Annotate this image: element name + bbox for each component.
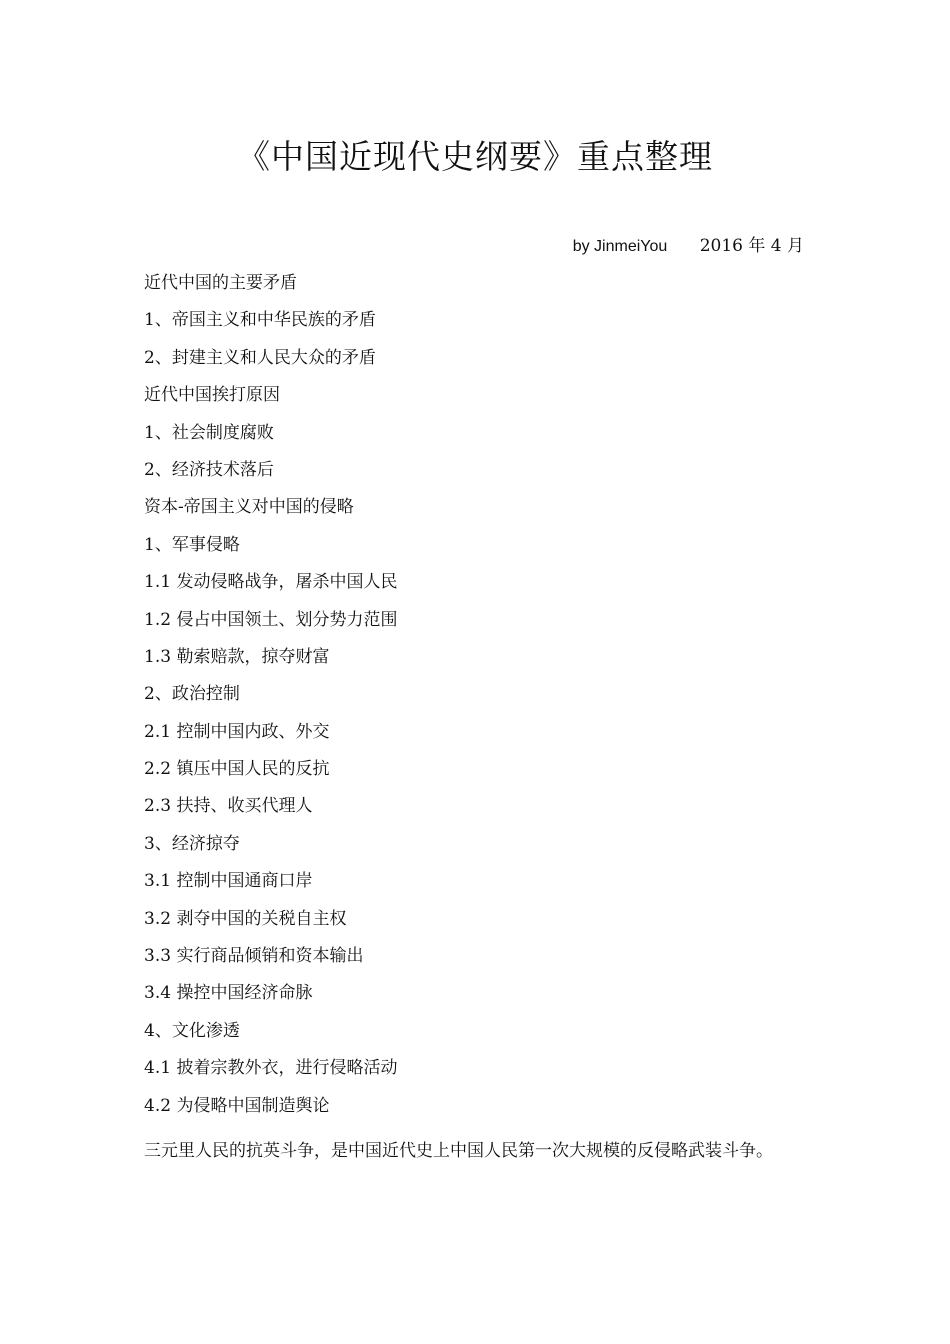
body-line: 3、经济掠夺 — [144, 833, 240, 854]
body-line: 2、封建主义和人民大众的矛盾 — [144, 347, 376, 368]
body-line: 3.4 操控中国经济命脉 — [144, 983, 313, 1004]
byline-author: by JinmeiYou — [572, 238, 668, 255]
body-paragraph: 三元里人民的抗英斗争，是中国近代史上中国人民第一次大规模的反侵略武装斗争。 — [144, 1140, 773, 1161]
body-line: 2.3 扶持、收买代理人 — [144, 796, 313, 817]
document-body — [144, 270, 808, 1168]
body-line: 4.2 为侵略中国制造舆论 — [144, 1095, 330, 1116]
body-line: 3.1 控制中国通商口岸 — [144, 871, 313, 892]
body-line: 4.1 披着宗教外衣，进行侵略活动 — [144, 1058, 398, 1079]
body-line: 1、社会制度腐败 — [144, 422, 274, 443]
body-line: 2.1 控制中国内政、外交 — [144, 721, 330, 742]
body-line: 4、文化渗透 — [144, 1020, 240, 1041]
body-line: 1.3 勒索赔款，掠夺财富 — [144, 646, 330, 667]
body-line: 2、政治控制 — [144, 684, 240, 705]
body-line: 1、帝国主义和中华民族的矛盾 — [144, 310, 376, 331]
body-line: 1.2 侵占中国领土、划分势力范围 — [144, 609, 398, 630]
body-line: 3.2 剥夺中国的关税自主权 — [144, 908, 347, 929]
body-line: 1.1 发动侵略战争，屠杀中国人民 — [144, 572, 398, 593]
body-line: 3.3 实行商品倾销和资本输出 — [144, 946, 364, 967]
byline — [573, 234, 804, 259]
body-line: 资本-帝国主义对中国的侵略 — [144, 497, 354, 518]
body-line: 1、军事侵略 — [144, 534, 240, 555]
byline-date: 2016 年 4 月 — [699, 236, 804, 256]
document-title: 《中国近现代史纲要》重点整理 — [237, 137, 713, 176]
body-line: 2、经济技术落后 — [144, 459, 274, 480]
body-line: 近代中国挨打原因 — [144, 385, 280, 406]
body-line: 2.2 镇压中国人民的反抗 — [144, 759, 330, 780]
body-line: 近代中国的主要矛盾 — [144, 273, 297, 293]
